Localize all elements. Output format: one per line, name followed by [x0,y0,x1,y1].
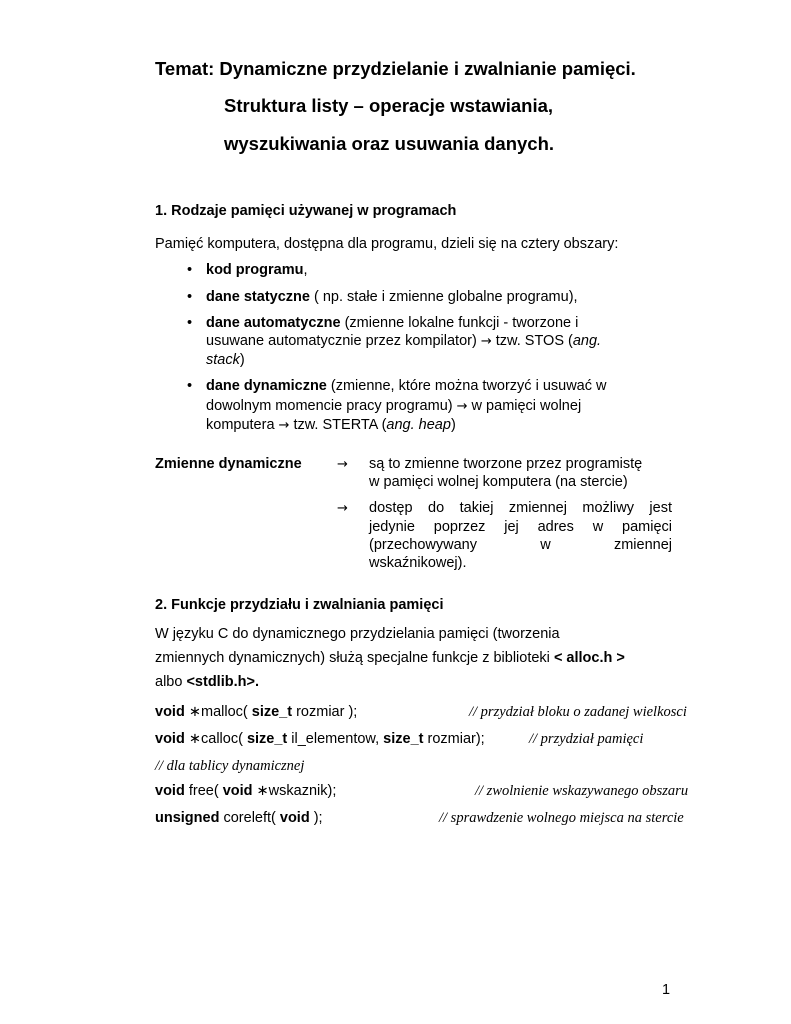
paragraph-bold: < alloc.h > [553,650,625,666]
section-2-paragraph: W języku C do dynamicznego przydzielania pamięci (tworzenia [155,626,560,642]
code-keyword: void [279,810,310,826]
list-item-text: ) [450,417,456,433]
dynamic-vars-point-2: dostęp do takiej zmiennej możliwy jest [369,500,672,516]
section-2-paragraph [155,650,625,666]
code-comment: // przydział bloku o zadanej wielkosci [469,704,687,720]
bullet-icon: • [187,289,193,305]
list-item-bold: kod programu [206,262,304,278]
list-item-text: komputera [206,417,279,433]
section-2-heading: 2. Funkcje przydziału i zwalniania pamięci [155,597,444,613]
list-item-bold: dane automatyczne [206,315,341,331]
page-number: 1 [662,982,671,998]
section-2-paragraph [155,674,259,690]
bullet-icon: • [187,315,193,331]
list-item-line [206,417,456,433]
code-text: malloc( [201,704,252,720]
dynamic-vars-point-1: są to zmienne tworzone przez programistę [369,456,643,472]
bullet-icon: • [187,262,193,278]
list-item [206,315,578,331]
arrow-icon: → [278,418,290,433]
list-item-bold: dane dynamiczne [206,378,327,394]
list-item-text: ( np. stałe i zmienne globalne programu), [309,289,578,305]
list-item-text: tzw. STOS ( [491,333,573,349]
list-item [206,262,308,278]
code-comment: // sprawdzenie wolnego miejsca na stercie [439,810,684,826]
dynamic-vars-point-1: w pamięci wolnej komputera (na stercie) [369,474,628,490]
arrow-icon: → [456,399,468,414]
list-item-line [206,398,581,414]
code-text: ∗ [184,704,201,720]
code-text: ∗ [184,731,201,747]
code-coreleft [155,810,323,826]
list-item-text: (zmienne, które można tworzyć i usuwać w [326,378,607,394]
list-item-text: tzw. STERTA ( [289,417,387,433]
paragraph-bold: <stdlib.h>. [186,674,259,690]
code-keyword: size_t [383,731,424,747]
code-keyword: size_t [251,704,293,720]
list-item-text: , [303,262,308,278]
title-line-2: Struktura listy – operacje wstawiania, [224,95,554,116]
list-item-line [206,352,245,368]
list-item-text: dowolnym momencie pracy programu) [206,398,457,414]
section-1-heading: 1. Rodzaje pamięci używanej w programach [155,203,457,219]
dynamic-vars-point-2: wskaźnikowej). [369,555,467,571]
dynamic-vars-point-2: jedynie poprzez jej adres w pamięci [369,519,672,535]
title-line-1: Temat: Dynamiczne przydzielanie i zwalnianie pamięci. [155,58,636,79]
arrow-icon: → [480,334,492,349]
code-text: rozmiar ); [292,704,358,720]
list-item-bold: dane statyczne [206,289,310,305]
code-text: rozmiar); [423,731,485,747]
dynamic-vars-point-2: (przechowywany w zmiennej [369,537,672,553]
arrow-icon: → [337,501,348,516]
list-item-text: ) [239,352,245,368]
code-keyword: size_t [246,731,288,747]
code-keyword: unsigned [155,810,220,826]
title-line-3: wyszukiwania oraz usuwania danych. [224,133,555,154]
code-keyword: void [155,704,185,720]
arrow-icon: → [337,457,348,472]
paragraph-text: albo [155,674,187,690]
code-comment: // przydział pamięci [529,731,644,747]
code-text: ∗wskaznik); [252,783,337,799]
list-item-text: usuwane automatycznie przez kompilator) [206,333,481,349]
section-1-intro: Pamięć komputera, dostępna dla programu, dzieli się na cztery obszary: [155,236,619,252]
list-item-italic: ang. heap [386,417,451,433]
dynamic-vars-label: Zmienne dynamiczne [155,456,302,472]
list-item [206,378,607,394]
list-item-text: (zmienne lokalne funkcji - tworzone i [340,315,579,331]
list-item-line [206,333,601,349]
code-text: coreleft( [219,810,280,826]
code-comment: // dla tablicy dynamicznej [155,758,305,774]
code-malloc [155,704,357,720]
code-keyword: void [222,783,253,799]
bullet-icon: • [187,378,193,394]
code-text: calloc( [201,731,247,747]
code-keyword: void [155,783,185,799]
code-keyword: void [155,731,185,747]
code-free [155,783,336,799]
paragraph-text: zmiennych dynamicznych) służą specjalne funkcje z biblioteki [155,650,554,666]
list-item [206,289,578,305]
code-calloc [155,731,485,747]
code-text: il_elementow, [287,731,384,747]
list-item-text: w pamięci wolnej [467,398,582,414]
code-comment: // zwolnienie wskazywanego obszaru [475,783,689,799]
list-item-italic: stack [206,352,240,368]
code-text: ); [309,810,323,826]
list-item-italic: ang. [572,333,602,349]
code-text: free( [184,783,223,799]
